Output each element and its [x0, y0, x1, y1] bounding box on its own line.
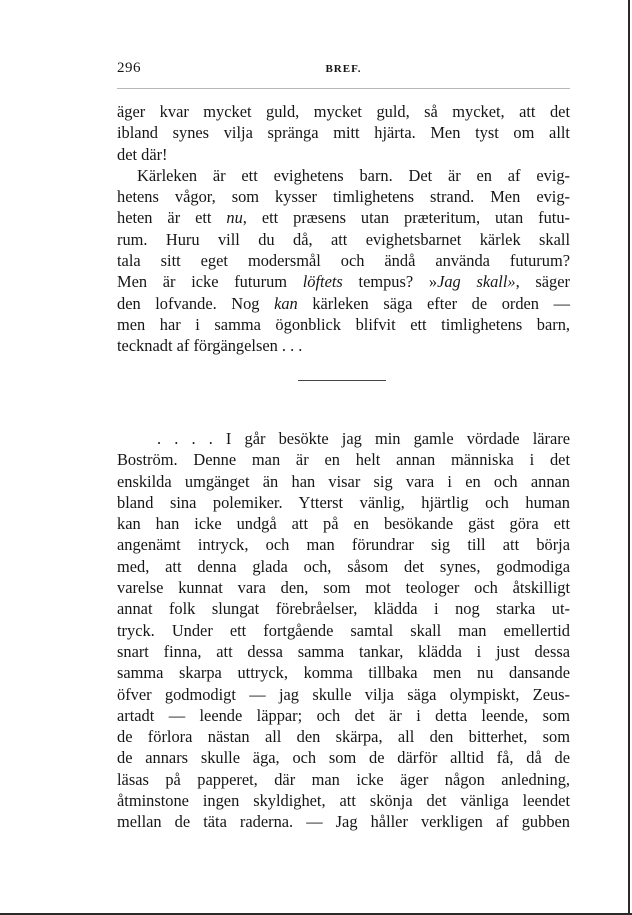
text-line: enskilda umgänget än han visar sig vara i en och annan	[117, 471, 570, 491]
scan-edge-right	[628, 0, 630, 915]
text-line: läsas på papperet, där man icke äger någon anledning,	[117, 769, 570, 789]
text-line: . . . . I går besökte jag min gamle vördade lärare	[157, 429, 570, 448]
text-line: bland sina polemiker. Ytterst vänlig, hjärtlig och human	[117, 492, 570, 512]
text-run: , ett præsens utan præteritum, utan futu-	[242, 208, 570, 228]
text-line: snart finna, att dessa samma tankar, klädda i just dessa	[117, 641, 570, 661]
text-line: öfver godmodigt — jag skulle vilja säga olympiskt, Zeus-	[117, 684, 570, 704]
section-divider	[298, 380, 386, 381]
text-line: hetens vågor, som kysser timlighetens strand. Men evig-	[117, 187, 570, 207]
text-line: tala sitt eget modersmål och ändå använda futurum?	[117, 251, 570, 271]
text-line: äger kvar mycket guld, mycket guld, så mycket, att det	[117, 102, 570, 121]
text-line: de annars skulle äga, och som de därför alltid få, då de	[117, 748, 570, 768]
text-line: Kärleken är ett evighetens barn. Det är en af evig-	[137, 165, 570, 185]
text-line: det där!	[117, 144, 168, 164]
page-number: 296	[117, 60, 141, 76]
text-line: angenämt intryck, och man förundrar sig till att börja	[117, 535, 570, 555]
text-line: tecknadt af förgängelsen . . .	[117, 336, 303, 356]
text-run: kärleken säga efter de orden —	[297, 293, 570, 313]
text-run: den lofvande. Nog	[117, 293, 275, 313]
text-line: med, att denna glada och, såsom det synes, godmodiga	[117, 556, 570, 576]
italic-emphasis: nu	[226, 208, 243, 228]
text-line: Boström. Denne man är en helt annan människa i det	[117, 450, 570, 470]
paragraph-block-2	[117, 428, 570, 833]
text-line: ibland synes vilja spränga mitt hjärta. Men tyst om allt	[117, 123, 570, 143]
text-line: mellan de täta raderna. — Jag håller verkligen af gubben	[117, 812, 570, 832]
text-line: varelse kunnat vara den, som mot teologer och åtskilligt	[117, 578, 570, 598]
text-line: rum. Huru vill du då, att evighetsbarnet kärlek skall	[117, 229, 570, 249]
running-title: BREF.	[325, 63, 362, 75]
text-line: artadt — leende läppar; och det är i detta leende, som	[117, 705, 570, 725]
header-rule	[117, 88, 570, 89]
text-line	[117, 207, 570, 228]
paragraph-block-1	[117, 101, 570, 357]
text-line: kan han icke undgå att på en besökande gäst göra ett	[117, 514, 570, 534]
text-line	[117, 293, 570, 314]
italic-emphasis: löftets	[302, 272, 343, 292]
text-line: men har i samma ögonblick blifvit ett timlighetens barn,	[117, 314, 570, 334]
text-line: de förlora nästan all den skärpa, all den bitterhet, som	[117, 727, 570, 747]
text-line: tryck. Under ett fortgående samtal skall man emellertid	[117, 620, 570, 640]
text-line: annat folk slungat förebråelser, klädda i nog starka ut-	[117, 599, 570, 619]
text-run: , säger	[515, 272, 570, 292]
page-header	[117, 60, 570, 82]
text-line: åtminstone ingen skyldighet, att skönja det vänliga leendet	[117, 791, 570, 811]
text-run: tempus? »	[342, 272, 438, 292]
text-run: heten är ett	[117, 208, 227, 228]
text-line	[117, 271, 570, 292]
italic-emphasis: Jag skall»	[437, 272, 516, 292]
text-line: samma skarpa uttryck, komma tillbaka men nu dansande	[117, 663, 570, 683]
text-run: Men är icke futurum	[117, 272, 303, 292]
italic-emphasis: kan	[274, 293, 298, 313]
